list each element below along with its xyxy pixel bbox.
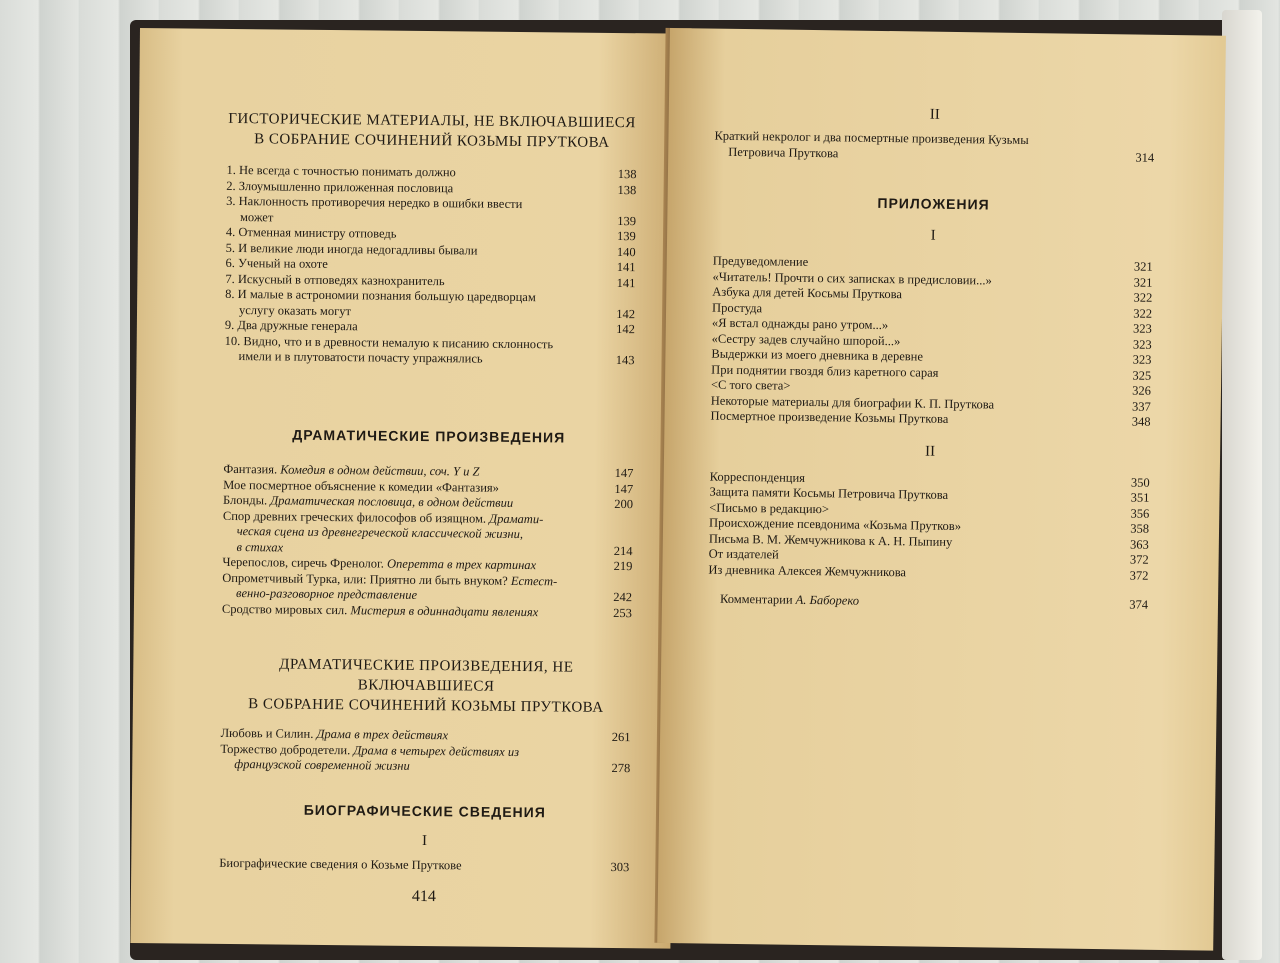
section3-title-line1: ДРАМАТИЧЕСКИЕ ПРОИЗВЕДЕНИЯ, НЕ ВКЛЮЧАВШИЕСЯ xyxy=(279,656,574,695)
appendix-list1 xyxy=(710,254,1152,431)
toc-entry-genre-continuation: ческая сцена из древнегреческой классической жизни, xyxy=(236,524,524,542)
section3-title-line2: В СОБРАНИЕ СОЧИНЕНИЙ КОЗЬМЫ ПРУТКОВА xyxy=(248,696,604,716)
book-cover-edge xyxy=(1222,10,1262,960)
toc-entry xyxy=(222,601,632,621)
toc-entry-title: Спор древних греческих философов об изящном. xyxy=(222,508,490,526)
section4-roman: I xyxy=(421,832,428,850)
section1 xyxy=(224,109,637,369)
toc-entry-page-number: 142 xyxy=(616,322,635,337)
toc-entry xyxy=(219,856,629,876)
toc-entry xyxy=(220,741,630,776)
toc-entry-genre: Драматическая пословица, в одном действии xyxy=(270,493,514,510)
toc-entry-title: Корреспонденция xyxy=(709,469,806,485)
appendix-section xyxy=(708,191,1154,614)
toc-entry-title: «Сестру задев случайно шпорой...» xyxy=(711,331,901,348)
section4-title: БИОГРАФИЧЕСКИЕ СВЕДЕНИЯ xyxy=(303,801,546,821)
toc-entry-title: Биографические сведения о Козьме Пруткове xyxy=(219,855,462,873)
toc-entry-page-number: 242 xyxy=(613,589,633,605)
toc-entry-title: Предуведомление xyxy=(712,253,809,269)
toc-entry-title: Из дневника Алексея Жемчужникова xyxy=(708,562,907,579)
toc-entry-title: Любовь и Силин. xyxy=(220,725,317,741)
toc-entry-genre-continuation: французской современной жизни xyxy=(234,757,410,773)
appendix-title: ПРИЛОЖЕНИЯ xyxy=(877,194,990,213)
toc-entry-title: <С того света> xyxy=(710,377,791,393)
left-page xyxy=(130,28,680,949)
toc-entry-title: Письма В. М. Жемчужникова к А. Н. Пыпину xyxy=(708,531,953,549)
toc-entry-page-number: 253 xyxy=(613,605,632,620)
toc-entry-page-number: 278 xyxy=(611,760,631,776)
toc-entry-title: Комментарии xyxy=(719,591,796,607)
appendix-list2 xyxy=(708,469,1149,584)
appendix-roman2: II xyxy=(925,443,936,460)
toc-entry-title: Происхождение псевдонима «Козьма Прутков» xyxy=(709,515,962,534)
toc-entry xyxy=(714,129,1154,166)
toc-entry-continuation: имели и в плутоватости почасту упражнялись xyxy=(238,349,483,366)
toc-entry-page-number: 323 xyxy=(1132,336,1152,352)
toc-entry-page-number: 323 xyxy=(1133,321,1152,336)
toc-entry-page-number: 314 xyxy=(1135,150,1155,165)
toc-entry-continuation: Петровича Пруткова xyxy=(728,144,839,160)
toc-entry-page-number: 321 xyxy=(1133,259,1153,274)
toc-entry-page-number: 138 xyxy=(617,167,637,182)
toc-entry-page-number: 372 xyxy=(1129,567,1149,583)
toc-entry-title: Азбука для детей Косьмы Пруткова xyxy=(712,284,903,302)
section3 xyxy=(220,654,631,777)
toc-entry-genre: Драма в трех действиях xyxy=(316,726,449,743)
toc-entry-genre-continuation: венно-разговорное представление xyxy=(236,586,418,602)
toc-entry xyxy=(708,592,1148,614)
commentary-list xyxy=(708,592,1148,614)
toc-entry-page-number: 219 xyxy=(613,558,633,574)
toc-entry-title: Выдержки из моего дневника в деревне xyxy=(711,346,924,364)
toc-entry-title: Опрометчивый Турка, или: Приятно ли быть внуком? xyxy=(222,570,511,588)
toc-entry-title: Блонды. xyxy=(222,492,271,508)
right-top-roman: II xyxy=(929,106,940,123)
toc-entry-page-number: 322 xyxy=(1133,290,1153,305)
toc-entry-genre: Оперетта в трех картинах xyxy=(386,556,537,573)
toc-entry-genre: Комедия в одном действии, соч. Y и Z xyxy=(280,462,480,479)
toc-entry-page-number: 348 xyxy=(1131,414,1151,429)
toc-entry-title: Простуда xyxy=(712,300,763,315)
toc-entry-page-number: 363 xyxy=(1129,536,1149,552)
toc-entry-title: 3. Наклонность противоречия нередко в ошибки ввести xyxy=(226,193,523,212)
toc-entry-title: Черепослов, сиречь Френолог. xyxy=(222,554,388,571)
toc-entry xyxy=(225,287,635,322)
toc-entry-title: От издателей xyxy=(708,546,779,562)
toc-entry-page-number: 139 xyxy=(617,229,636,244)
toc-entry-title: 4. Отменная министру отповедь xyxy=(225,224,397,241)
toc-entry xyxy=(222,508,632,559)
section1-title-line2: В СОБРАНИЕ СОЧИНЕНИЙ КОЗЬМЫ ПРУТКОВА xyxy=(254,131,610,151)
toc-entry-author: А. Бабореко xyxy=(795,592,860,608)
toc-entry xyxy=(222,570,632,605)
toc-entry-title: Торжество добродетели. xyxy=(220,741,354,757)
toc-entry-page-number: 356 xyxy=(1130,505,1150,521)
toc-entry xyxy=(226,194,636,229)
toc-entry-page-number: 141 xyxy=(616,275,636,290)
toc-entry-page-number: 141 xyxy=(616,260,636,275)
section2-list xyxy=(222,462,634,621)
section3-list xyxy=(220,726,630,777)
toc-entry-title: Некоторые материалы для биографии К. П. Пруткова xyxy=(710,393,995,412)
toc-entry-title: 8. И малые в астрономии познания большую царедворцам xyxy=(225,286,536,305)
section4 xyxy=(219,799,630,924)
toc-entry-page-number: 326 xyxy=(1132,383,1152,398)
toc-entry-title: Фантазия. xyxy=(223,461,281,477)
toc-entry-page-number: 200 xyxy=(614,496,634,512)
toc-entry-title: 6. Ученый на охоте xyxy=(225,255,328,271)
toc-entry-title: Сродство мировых сил. xyxy=(221,601,351,617)
section1-title-line1: ГИСТОРИЧЕСКИЕ МАТЕРИАЛЫ, НЕ ВКЛЮЧАВШИЕСЯ xyxy=(228,110,636,132)
toc-entry-title: 7. Искусный в отповедях казнохранитель xyxy=(225,271,445,288)
toc-entry-page-number: 139 xyxy=(617,213,637,228)
toc-entry-continuation: может xyxy=(239,209,274,224)
toc-entry-title: Защита памяти Косьмы Петровича Пруткова xyxy=(709,484,949,502)
toc-entry-title: 5. И великие люди иногда недогадливы бывали xyxy=(225,240,478,258)
right-top-section xyxy=(714,104,1155,166)
toc-entry-page-number: 351 xyxy=(1130,490,1150,505)
section4-list xyxy=(219,856,629,876)
toc-entry-page-number: 322 xyxy=(1133,305,1153,321)
toc-entry-title: 10. Видно, что и в древности немалую к писанию склонность xyxy=(224,333,554,351)
appendix-roman1: I xyxy=(930,227,936,244)
toc-entry-page-number: 321 xyxy=(1133,275,1153,290)
toc-entry-title: «Я встал однажды рано утром...» xyxy=(711,315,889,333)
toc-entry-title: 9. Два дружные генерала xyxy=(224,317,358,334)
toc-entry-page-number: 140 xyxy=(616,244,636,259)
toc-entry-page-number: 142 xyxy=(616,306,636,321)
toc-entry-page-number: 214 xyxy=(613,543,633,558)
toc-entry-genre: Естест- xyxy=(510,573,558,588)
toc-entry-title: «Читатель! Прочти о сих записках в предисловии...» xyxy=(712,269,992,288)
page-number: 414 xyxy=(411,887,437,905)
toc-entry-genre: Драма в четырех действиях из xyxy=(353,742,520,759)
toc-entry-title: <Письмо в редакцию> xyxy=(709,500,830,516)
toc-entry-page-number: 372 xyxy=(1129,552,1149,567)
section2-title: ДРАМАТИЧЕСКИЕ ПРОИЗВЕДЕНИЯ xyxy=(292,426,566,446)
toc-entry xyxy=(224,333,634,368)
toc-entry-page-number: 358 xyxy=(1130,521,1150,536)
toc-entry-page-number: 374 xyxy=(1129,597,1149,612)
toc-entry-continuation: услугу оказать могут xyxy=(238,302,352,318)
toc-entry-page-number: 147 xyxy=(614,465,634,481)
section2 xyxy=(222,424,634,621)
toc-entry-page-number: 325 xyxy=(1132,367,1152,383)
toc-entry-title: 2. Злоумышленно приложенная пословица xyxy=(226,178,454,195)
right-top-list xyxy=(714,129,1154,166)
toc-entry-page-number: 138 xyxy=(617,182,637,197)
toc-entry-page-number: 303 xyxy=(610,859,630,875)
toc-entry-page-number: 337 xyxy=(1131,398,1151,414)
toc-entry-genre: Драмати- xyxy=(489,511,544,526)
toc-entry-page-number: 143 xyxy=(615,353,635,368)
toc-entry-page-number: 350 xyxy=(1130,474,1150,490)
toc-entry-genre: Мистерия в одиннадцати явлениях xyxy=(350,602,539,619)
toc-entry-genre-continuation: в стихах xyxy=(236,539,284,555)
toc-entry-page-number: 147 xyxy=(614,481,634,496)
toc-entry-title: Мое посмертное объяснение к комедии «Фантазия» xyxy=(223,477,500,495)
section1-list xyxy=(224,163,636,369)
toc-entry-page-number: 323 xyxy=(1132,352,1152,367)
toc-entry-title: 1. Не всегда с точностью понимать должно xyxy=(226,162,456,180)
toc-entry-title: Посмертное произведение Козьмы Пруткова xyxy=(710,408,949,426)
toc-entry-title: Краткий некролог и два посмертные произведения Кузьмы xyxy=(714,128,1029,148)
right-page xyxy=(657,28,1226,951)
toc-entry-title: При поднятии гвоздя близ каретного сарая xyxy=(711,362,939,380)
toc-entry-page-number: 261 xyxy=(611,729,631,745)
